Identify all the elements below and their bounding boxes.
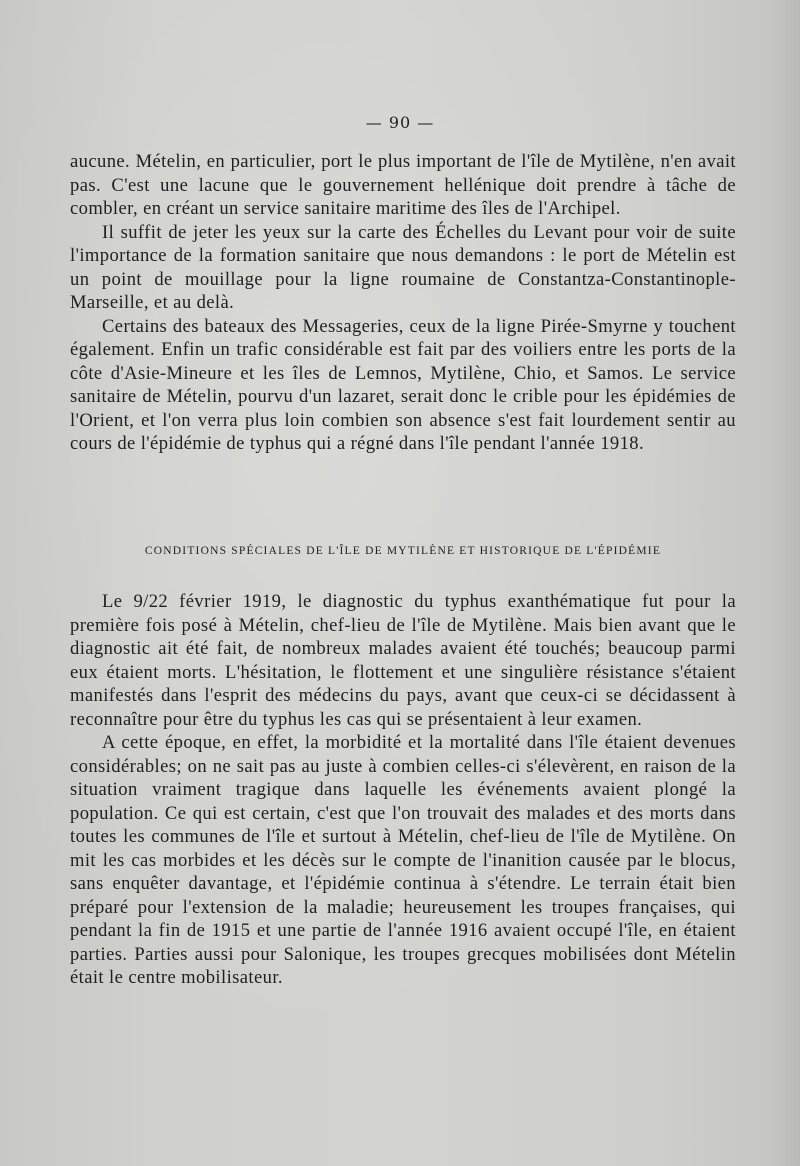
scan-edge-shadow [770,0,800,1166]
paragraph: Le 9/22 février 1919, le diagnostic du typhus exanthématique fut pour la première fois posé à Mételin, chef-lieu de l'île de Mytilène. Mais bien avant que le diagnostic ait été fait, de nombreux malades avaient été touchés; beaucoup parmi eux étaient morts. L'hésitation, le flottement et une singulière résistance s'étaient manifestés dans l'esprit des médecins du pays, avant que ceux-ci se décidassent à reconnaître pour être du typhus les cas qui se présentaient à leur examen. [70,591,736,730]
text-block-epidemic-history [70,590,736,990]
paragraph: Certains des bateaux des Messageries, ceux de la ligne Pirée-Smyrne y touchent également. Enfin un trafic considérable est fait par des voiliers entre les ports de la côte d'Asie-Mineure et les îles de Lemnos, Mytilène, Chio, et Samos. Le service sanitaire de Mételin, pourvu d'un lazaret, serait donc le crible pour les épidémies de l'Orient, et l'on verra plus loin combien son absence s'est fait lourdement sentir au cours de l'épidémie de typhus qui a régné dans l'île pendant l'année 1918. [70,315,736,454]
page-number: — 90 — [365,113,435,132]
paragraph: A cette époque, en effet, la morbidité et la mortalité dans l'île étaient devenues considérables; on ne sait pas au juste à combien celles-ci s'élevèrent, en raison de la situation vraiment tragique dans laquelle les événements avaient plongé la population. Ce qui est certain, c'est que l'on trouvait des malades et des morts dans toutes les communes de l'île et surtout à Mételin, chef-lieu de l'île de Mytilène. On mit les cas morbides et les décès sur le compte de l'inanition causée par le blocus, sans enquêter davantage, et l'épidémie continua à s'étendre. Le terrain était bien préparé pour l'extension de la maladie; heureusement les troupes françaises, qui pendant la fin de 1915 et une partie de l'année 1916 avaient occupé l'île, en étaient parties. Parties aussi pour Salonique, les troupes grecques mobilisées dont Mételin était le centre mobilisateur. [70,732,736,988]
text-block-intro [70,150,736,456]
paragraph: Il suffit de jeter les yeux sur la carte des Échelles du Levant pour voir de suite l'importance de la formation sanitaire que nous demandons : le port de Mételin est un point de mouillage pour la ligne roumaine de Constantza-Constantinople-Marseille, et au delà. [70,221,736,313]
paragraph: aucune. Mételin, en particulier, port le plus important de l'île de Mytilène, n'en avait pas. C'est une lacune que le gouvernement hellénique doit prendre à tâche de combler, en créant un service sanitaire maritime des îles de l'Archipel. [70,151,736,219]
section-heading: CONDITIONS SPÉCIALES DE L'ÎLE DE MYTILÈNE ET HISTORIQUE DE L'ÉPIDÉMIE [144,545,662,557]
